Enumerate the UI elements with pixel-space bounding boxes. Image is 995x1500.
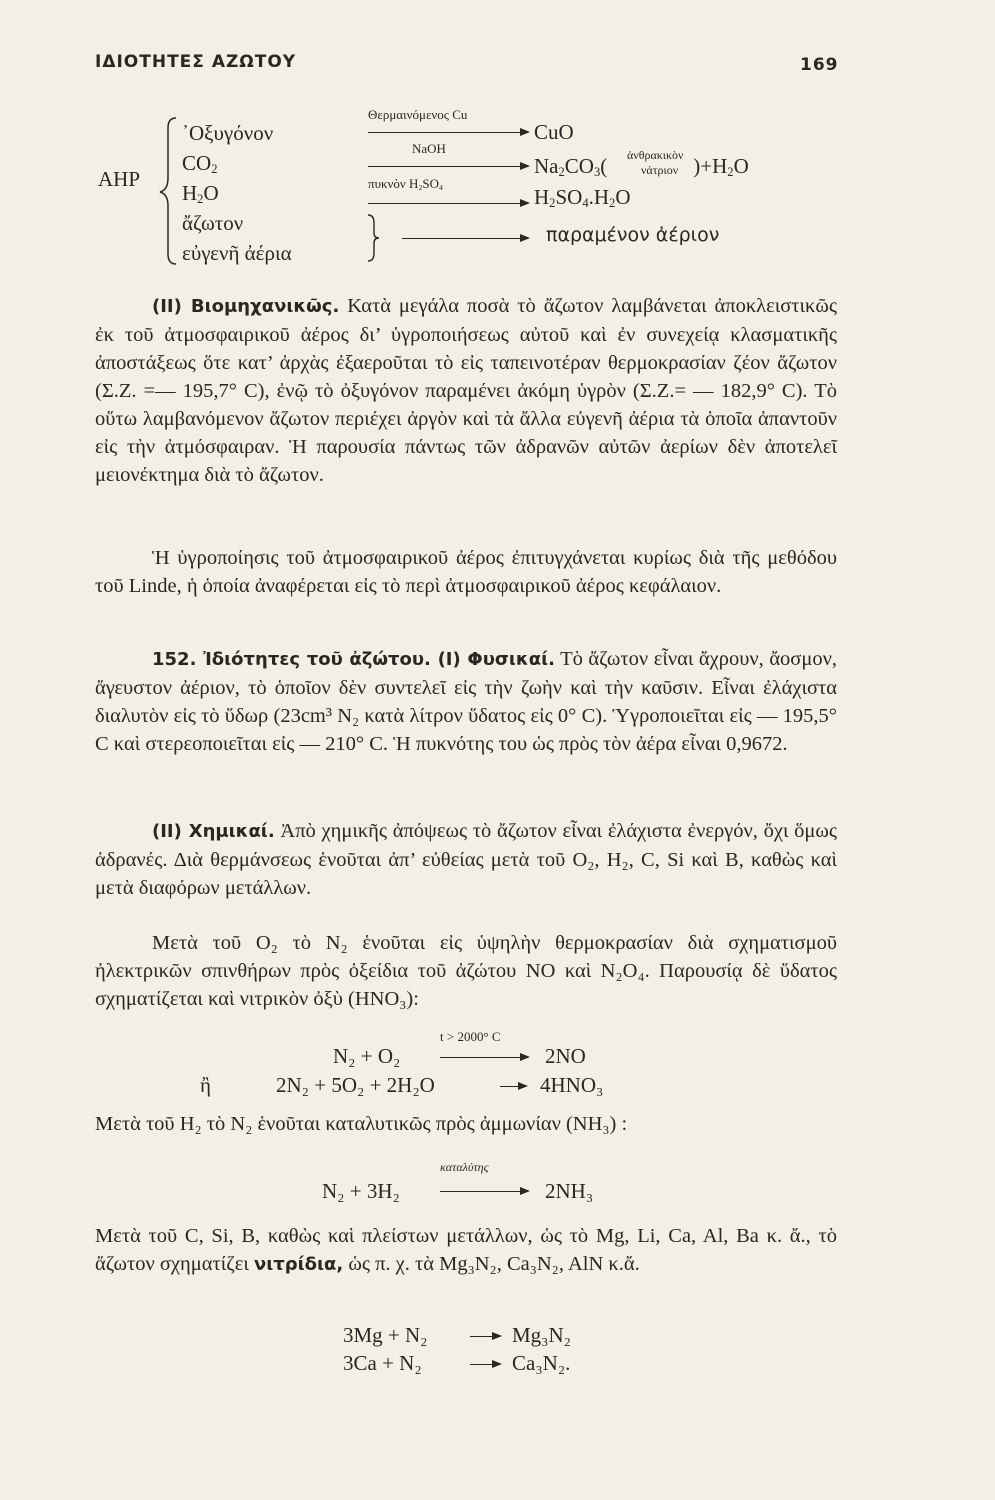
- right-brace: [366, 213, 382, 263]
- arrow-1: [368, 132, 528, 133]
- eq4-product: Mg₃N₂: [512, 1323, 571, 1347]
- text-chemical: Ἀπὸ χημικῆς ἀπόψεως τὸ ἄζωτον εἶναι ἐλάχιστα ἐνεργόν, ὄχι ὅμως ἀδρανές. Διὰ θερμάνσεως ἑνοῦται ἀπ’ εὐθείας μετὰ τοῦ O₂, H₂, C, Si καὶ B, καθὼς καὶ μετὰ διαφόρων μετάλλων.: [95, 820, 838, 899]
- arrow-4: [402, 238, 528, 239]
- component-nitrogen: ἄζωτον: [182, 211, 244, 235]
- eq4-arrow: [470, 1336, 500, 1337]
- paragraph-chemical: [95, 817, 837, 902]
- eq3-product: 2NH₃: [545, 1179, 594, 1203]
- component-water: $H_2O$: [182, 181, 219, 207]
- eq1-arrow: [440, 1057, 528, 1058]
- paragraph-linde: Ἡ ὑγροποίησις τοῦ ἀτμοσφαιρικοῦ ἀέρος ἐπιτυγχάνεται κυρίως διὰ τῆς μεθόδου τοῦ Linde, ἡ ὁποία ἀναφέρεται εἰς τὸ περὶ ἀτμοσφαιρικοῦ ἀέρος κεφάλαιον.: [95, 547, 837, 597]
- product-cuo: CuO: [534, 120, 574, 144]
- reagent-naoh: NaOH: [412, 141, 446, 156]
- eq2-reactants: 2N₂ + 5O₂ + 2H₂O: [276, 1073, 435, 1097]
- heading-industrial: (ΙΙ) Βιομηχανικῶς.: [152, 296, 340, 317]
- eq1-reactants: N₂ + O₂: [333, 1044, 401, 1068]
- term-nitrides: νιτρίδια,: [253, 1254, 344, 1275]
- note-carbonic: ἀνθρακικὸν: [627, 148, 684, 162]
- page-number: 169: [800, 55, 839, 75]
- component-oxygen: ᾿Οξυγόνον: [182, 121, 274, 145]
- eq3-arrow: [440, 1191, 528, 1192]
- reagent-conc-sulfuric: πυκνὸν $H_2SO_4$: [368, 176, 443, 192]
- running-header-title: ΙΔΙΟΤΗΤΕΣ ΑΖΩΤΟΥ: [95, 52, 297, 72]
- product-remaining-gas: παραμένον ἀέριον: [546, 224, 720, 246]
- eq5-arrow: [470, 1364, 500, 1365]
- text-nitrides-a: Μετὰ τοῦ C, Si, B, καθὼς καὶ πλείστων μετάλλων, ὡς τὸ Mg, Li, Ca, Al, Ba κ. ἄ., τὸ ἄζωτον σχηματίζει: [95, 1225, 837, 1275]
- component-co2: $CO_2$: [182, 151, 218, 177]
- paragraph-industrial: [95, 292, 837, 489]
- text-physical: Τὸ ἄζωτον εἶναι ἄχρουν, ἄοσμον, ἄγευστον ἀέριον, τὸ ὁποῖον δὲν συντελεῖ εἰς τὴν ζωὴν καὶ τὴν καῦσιν. Εἶναι ἐλάχιστα διαλυτὸν εἰς τὸ ὕδωρ (23cm³ N₂ κατὰ λίτρον ὕδατος εἰς 0° C). Ὑγροποιεῖται εἰς — 195,5° C καὶ στερεοποιεῖται εἰς — 210° C. Ἡ πυκνότης του ὡς πρὸς τὸν ἀέρα εἶναι 0,9672.: [95, 648, 837, 755]
- left-brace: [158, 116, 180, 266]
- text-industrial: Κατὰ μεγάλα ποσὰ τὸ ἄζωτον λαμβάνεται ἀποκλειστικῶς ἐκ τοῦ ἀτμοσφαιρικοῦ ἀέρος δι’ ὑγροποιήσεως αὐτοῦ καὶ ἐν συνεχείᾳ κλασματικῆς ἀποστάξεως ὅτε κατ’ ἀρχὰς ἐξαεροῦται τὸ εἰς ταπεινοτέραν θερμοκρασίαν ζέον ἄζωτον (Σ.Ζ. =— 195,7° C), ἐνῷ τὸ ὀξυγόνον παραμένει ἀκόμη ὑγρὸν (Σ.Ζ.= — 182,9° C). Τὸ οὕτω λαμβανόμενον ἄζωτον περιέχει ἀργὸν καὶ τὰ ἄλλα εὐγενῆ ἀέρια τὰ ὁποῖα ἀπαντοῦν εἰς τὴν ἀτμόσφαιραν. Ἡ παρουσία πάντως τῶν ἀδρανῶν αὐτῶν ἀερίων δὲν ἀποτελεῖ μειονέκτημα διὰ τὸ ἄζωτον.: [95, 295, 837, 486]
- paragraph-nitrides: [95, 1222, 837, 1279]
- condition-catalyst: καταλύτης: [440, 1160, 489, 1174]
- eq5-product: Ca₃N₂.: [512, 1351, 571, 1375]
- heading-section-152: 152. Ἰδιότητες τοῦ ἀζώτου. (Ι) Φυσικαί.: [152, 649, 555, 670]
- note-sodium: νάτριον: [641, 163, 679, 177]
- arrow-3: [368, 203, 528, 204]
- eq3-reactants: N₂ + 3H₂: [322, 1179, 400, 1203]
- condition-temperature: t > 2000° C: [440, 1029, 501, 1044]
- product-sulfuric-hydrate: $H_2SO_4.H_2O$: [534, 185, 631, 211]
- product-sodium-carbonate: $Na_2CO_3$( )$+H_2O$: [534, 154, 749, 180]
- reagent-hot-copper: Θερμαινόμενος Cu: [368, 107, 468, 122]
- eq4-reactants: 3Mg + N₂: [343, 1323, 428, 1347]
- eq2-product: 4HNO₃: [540, 1073, 604, 1097]
- text-nitrides-b: ὡς π. χ. τὰ Mg₃N₂, Ca₃N₂, AlN κ.ἄ.: [348, 1253, 640, 1275]
- eq5-reactants: 3Ca + N₂: [343, 1351, 422, 1375]
- paragraph-oxides: Μετὰ τοῦ O₂ τὸ N₂ ἑνοῦται εἰς ὑψηλὴν θερμοκρασίαν διὰ σχηματισμοῦ ἠλεκτρικῶν σπινθήρων πρὸς ὀξείδια τοῦ ἀζώτου NO καὶ N₂O₄. Παρουσίᾳ δὲ ὕδατος σχηματίζεται καὶ νιτρικὸν ὀξὺ (HNO₃):: [95, 932, 837, 1010]
- eq2-arrow: [500, 1086, 526, 1087]
- component-noble-gases: εὐγενῆ ἀέρια: [182, 241, 292, 265]
- eq1-product: 2NO: [545, 1044, 586, 1068]
- paragraph-ammonia: Μετὰ τοῦ H₂ τὸ N₂ ἑνοῦται καταλυτικῶς πρὸς ἀμμωνίαν (NH₃) :: [95, 1113, 628, 1135]
- or-word: ἢ: [200, 1073, 211, 1097]
- arrow-2: [368, 166, 528, 167]
- paragraph-physical: [95, 645, 837, 758]
- scheme-root-air: ΑΗΡ: [98, 167, 141, 191]
- heading-chemical: (ΙΙ) Χημικαί.: [152, 821, 275, 842]
